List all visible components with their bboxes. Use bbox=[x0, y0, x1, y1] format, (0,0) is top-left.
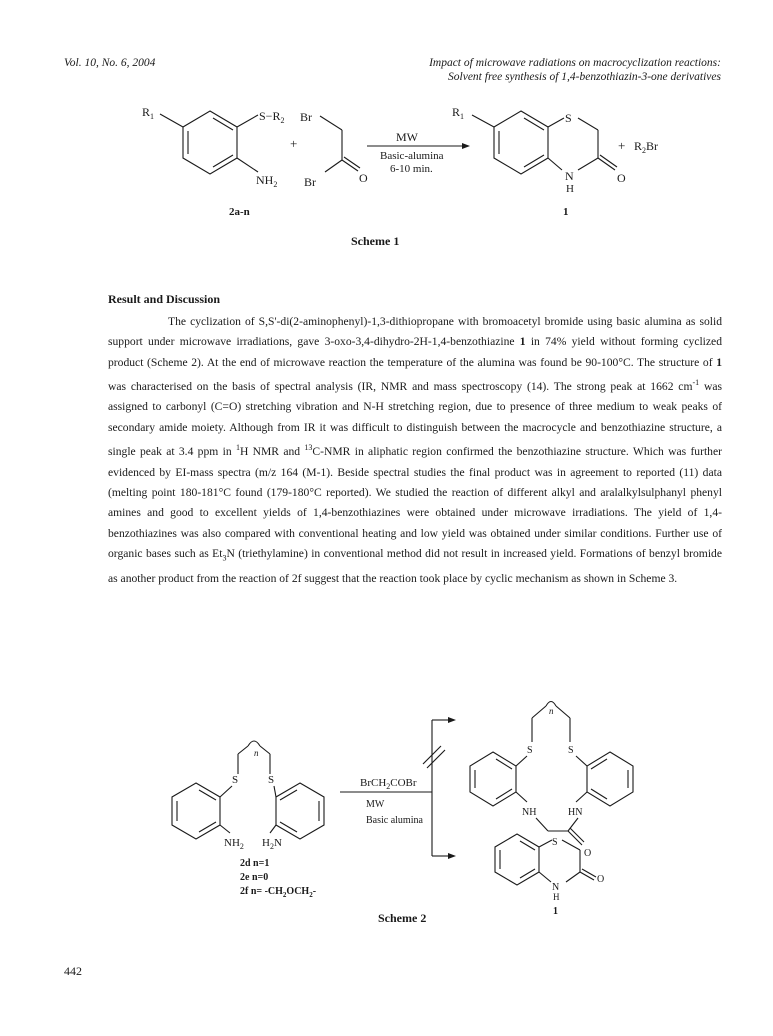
right-benzene-ring bbox=[276, 783, 324, 839]
product-oxygen-label: O bbox=[617, 171, 626, 185]
paragraph-segment: 1 bbox=[519, 335, 526, 349]
macrocycle-right-sulfur: S bbox=[568, 745, 574, 756]
reagent-bromoacetyl-bromide: BrCH$_2$COBr bbox=[360, 777, 417, 791]
left-sulfur-label: S bbox=[232, 774, 239, 786]
paragraph-segment: -1 bbox=[692, 378, 700, 388]
paragraph-text bbox=[108, 312, 722, 589]
paragraph-segment: in 74% yield without forming cyclized product (Scheme 2). At the end of microwave reaction the temperature of the alumina was found be 90-100°C. The structure of bbox=[108, 335, 722, 369]
running-title-line-1: Impact of microwave radiations on macrocyclization reactions: bbox=[429, 57, 721, 69]
product-hydrogen-label: H bbox=[553, 892, 560, 902]
byproduct-label: $R_2Br$ bbox=[634, 139, 659, 155]
macrocycle-oxygen-label: O bbox=[584, 848, 592, 859]
product-plus-sign: + bbox=[618, 138, 626, 153]
chain-n-label: n bbox=[254, 748, 259, 758]
reactant-compound-label: 2a-n bbox=[229, 206, 250, 218]
reactant-r1-label: $R_1$ bbox=[142, 105, 155, 121]
arrow-condition-time: 6-10 min. bbox=[390, 163, 433, 175]
legend-2e: 2e n=0 bbox=[240, 872, 269, 883]
paragraph-segment: 13 bbox=[304, 443, 313, 453]
reagent-basic-alumina: Basic alumina bbox=[366, 815, 423, 826]
product-nitrogen-label: N bbox=[565, 169, 574, 183]
reagent-mw: MW bbox=[366, 799, 385, 810]
macrocycle-left-sulfur: S bbox=[527, 745, 533, 756]
product-nitrogen-label: N bbox=[552, 882, 560, 893]
product-benzene-ring bbox=[494, 111, 548, 174]
paragraph-segment: C-NMR in aliphatic region confirmed the benzothiazine structure. Which was further evidenced by EI-mass spectra (m/z 164 (M-1). Beside spectral studies the final product was in agreement to reported (11) data (melting point 180-181°C found (179-180°C reported). We studied the reaction of different alkyl and aralalkylsulphanyl phenyl amines and good to excellent yields of 1,4-benzothiazines were obtained under microwave irradiations. The yield of 1,4-benzothiazines was also compared with conventional heating and low yield was obtained under similar conditions. Further use of organic bases such as Et bbox=[108, 445, 722, 561]
arrow-condition-alumina: Basic-alumina bbox=[380, 150, 444, 162]
left-benzene-ring bbox=[172, 783, 220, 839]
journal-reference: Vol. 10, No. 6, 2004 bbox=[64, 57, 156, 69]
paragraph-segment: N (triethylamine) in conventional method did not result in increased yield. Formations of benzyl bromide as another product from the reaction of 2f suggest that the reaction took place by cyclic mechanism as shown in Scheme 3. bbox=[108, 547, 722, 585]
scheme-1-figure bbox=[0, 0, 773, 260]
arrow-head bbox=[462, 143, 470, 149]
macrocycle-hn-label: HN bbox=[568, 807, 583, 818]
product-compound-label: 1 bbox=[563, 206, 569, 218]
page-number: 442 bbox=[64, 964, 82, 978]
macrocycle-n-label: n bbox=[549, 706, 554, 716]
section-title: Result and Discussion bbox=[108, 292, 221, 306]
reactant-benzene-ring bbox=[183, 111, 237, 174]
legend-2f: 2f $n= -CH_2OCH_2-$ bbox=[240, 886, 317, 899]
lower-arrow-head bbox=[448, 853, 456, 859]
product-sulfur-label: S bbox=[565, 111, 572, 125]
macrocycle-left-benzene bbox=[470, 752, 516, 806]
legend-2d: 2d n=1 bbox=[240, 858, 270, 869]
scheme-2-figure bbox=[0, 690, 773, 930]
paragraph-segment: The cyclization of S,S'-di(2-aminophenyl)-1,3-dithiopropane with bromoacetyl bromide using basic alumina as solid support under microwave irradiations, gave 3-oxo-3,4-dihydro-2H-1,4-benzothiazine bbox=[108, 315, 722, 349]
paragraph-segment: H NMR and bbox=[239, 445, 305, 459]
macrocycle-nh-label: NH bbox=[522, 807, 537, 818]
upper-arrow-head bbox=[448, 717, 456, 723]
plus-sign: + bbox=[290, 136, 298, 151]
scheme-1-caption: Scheme 1 bbox=[351, 234, 400, 248]
product-sulfur-label: S bbox=[552, 837, 558, 848]
bromide-label-top: Br bbox=[300, 110, 312, 124]
scheme-2-caption: Scheme 2 bbox=[378, 911, 427, 925]
product-compound-label: 1 bbox=[553, 906, 558, 917]
arrow-condition-mw: MW bbox=[396, 130, 418, 144]
reactant-sr2-label: $S-R_2$ bbox=[259, 109, 285, 125]
product-oxygen-label: O bbox=[597, 874, 605, 885]
left-amine-label: $NH_2$ bbox=[224, 837, 244, 851]
paragraph-segment: 1 bbox=[716, 355, 722, 369]
paragraph-segment: 3 bbox=[222, 553, 227, 563]
product-benzene-ring bbox=[495, 834, 539, 885]
paragraph-segment: was assigned to carbonyl (C=O) stretching vibration and N-H stretching region, due to presence of three medium to weak peaks of secondary amide moiety. Although from IR it was difficult to distinguish between the macrocycle and benzothiazine structure, a single peak at 3.4 ppm in bbox=[108, 380, 722, 459]
macrocycle-right-benzene bbox=[587, 752, 633, 806]
paragraph-segment: was characterised on the basis of spectral analysis (IR, NMR and mass spectroscopy (14). The strong peak at 1662 cm bbox=[108, 380, 693, 394]
carbonyl-oxygen-label: O bbox=[359, 171, 368, 185]
running-title-line-2: Solvent free synthesis of 1,4-benzothiazin-3-one derivatives bbox=[448, 71, 721, 83]
right-amine-label: $H_2N$ bbox=[262, 837, 282, 851]
paragraph-segment: 1 bbox=[235, 443, 240, 453]
right-sulfur-label: S bbox=[268, 774, 275, 786]
product-hydrogen-label: H bbox=[566, 183, 574, 195]
reactant-nh2-label: $NH_2$ bbox=[256, 173, 278, 189]
bromide-label-bottom: Br bbox=[304, 175, 316, 189]
product-r1-label: $R_1$ bbox=[452, 105, 465, 121]
body-paragraph bbox=[108, 312, 722, 589]
